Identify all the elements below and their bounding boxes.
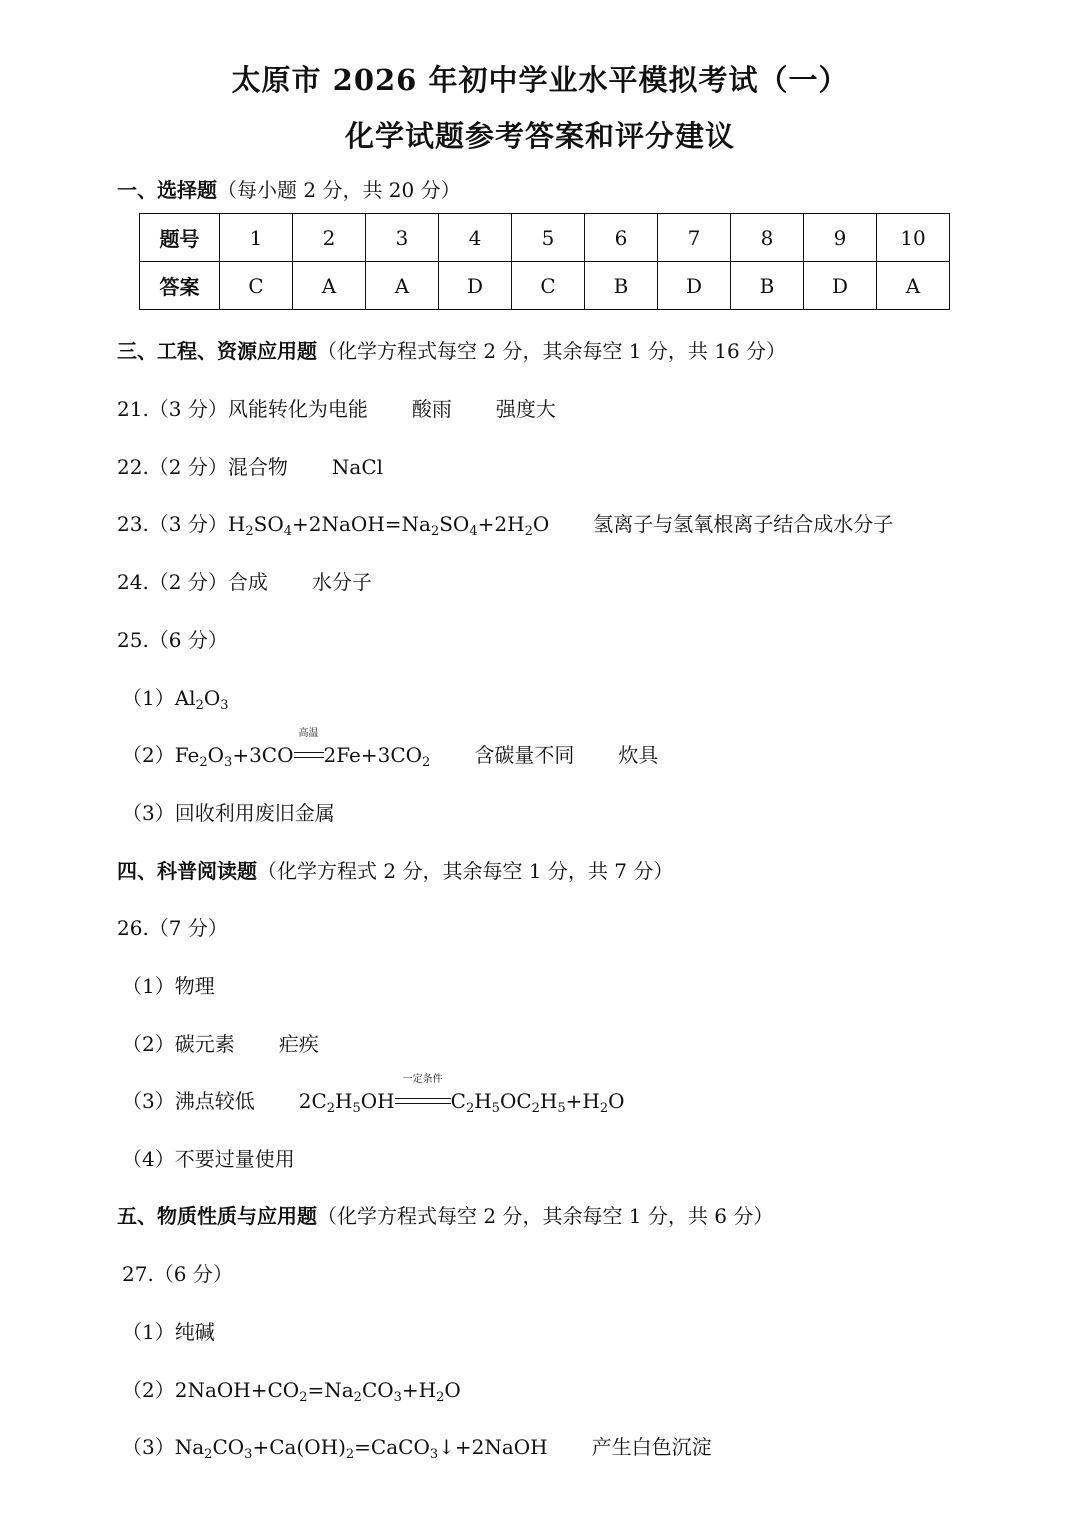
- q23-equation: $H_2SO_4+2NaOH=Na_2SO_4+2H_2O$: [227, 512, 550, 539]
- q23-answer-2: 氢离子与氢氧根离子结合成水分子: [593, 512, 894, 536]
- question-number: 2: [293, 214, 366, 262]
- q25-line: [117, 626, 228, 654]
- section-3-title: 三、工程、资源应用题: [117, 339, 317, 363]
- answer-cell: A: [366, 262, 439, 310]
- section-4-title: 四、科普阅读题: [117, 859, 257, 883]
- q27-part-2-label: （2）: [122, 1378, 175, 1402]
- question-number: 5: [512, 214, 585, 262]
- answer-cell: B: [585, 262, 658, 310]
- question-number: 8: [731, 214, 804, 262]
- reaction-condition-text: 高温: [298, 728, 319, 739]
- section-1-note: （每小题 2 分，共 20 分）: [217, 178, 461, 202]
- section-4-heading: [117, 857, 673, 885]
- q26-part-2-answer-2: 疟疾: [278, 1032, 319, 1056]
- section-3-note: （化学方程式每空 2 分，其余每空 1 分，共 16 分）: [317, 339, 787, 363]
- q23-line: [117, 510, 893, 538]
- q22-answer-2: NaCl: [331, 455, 384, 479]
- section-1-heading: [117, 176, 461, 204]
- answer-cell: B: [731, 262, 804, 310]
- q27-equation-1: $2NaOH+CO_2=Na_2CO_3+H_2O$: [174, 1378, 461, 1405]
- q25-part-1: [122, 684, 229, 712]
- q22-line: [117, 453, 383, 481]
- answer-cell: D: [804, 262, 877, 310]
- reaction-condition: [395, 1074, 451, 1115]
- q26-part-3-answer-1: （3）沸点较低: [122, 1089, 255, 1113]
- answer-cell: C: [220, 262, 293, 310]
- question-number: 1: [220, 214, 293, 262]
- section-4-note: （化学方程式 2 分，其余每空 1 分，共 7 分）: [257, 859, 674, 883]
- q24-line: [117, 568, 372, 596]
- question-number: 3: [366, 214, 439, 262]
- answer-table: [139, 213, 950, 310]
- q27-part-1: （1）纯碱: [122, 1320, 215, 1344]
- row-label-number: 题号: [140, 214, 220, 262]
- question-number: 9: [804, 214, 877, 262]
- section-1-title: 一、选择题: [117, 178, 217, 202]
- q21-answer-1: 风能转化为电能: [227, 397, 368, 421]
- row-label-answer: 答案: [140, 262, 220, 310]
- section-3-heading: [117, 337, 786, 365]
- page-subtitle: 化学试题参考答案和评分建议: [344, 119, 735, 153]
- q25-part-2-answer-2: 含碳量不同: [474, 743, 575, 767]
- q21-answer-3: 强度大: [495, 397, 556, 421]
- q26-part-2-answer-1: （2）碳元素: [122, 1032, 235, 1056]
- q22-answer-1: 混合物: [227, 455, 288, 479]
- answer-cell: C: [512, 262, 585, 310]
- answer-cell: A: [877, 262, 950, 310]
- q26-equation: $2C_2H_5OH$ 一定条件 $C_2H_5OC_2H_5+H_2O$: [298, 1074, 625, 1116]
- answer-table-answer-row: [140, 262, 950, 310]
- q27-part-3: [122, 1433, 712, 1461]
- q25-part-1-answer: $Al_2O_3$: [174, 686, 229, 713]
- q21-number: 21.（3 分）: [117, 397, 228, 421]
- q27-part-2: [122, 1376, 461, 1404]
- q21-line: [117, 395, 556, 423]
- question-number: 6: [585, 214, 658, 262]
- q26-part-1: （1）物理: [122, 974, 215, 998]
- q26-part-3: [122, 1074, 625, 1116]
- q23-number: 23.（3 分）: [117, 512, 228, 536]
- answer-cell: D: [658, 262, 731, 310]
- question-number: 7: [658, 214, 731, 262]
- section-5-heading: [117, 1202, 773, 1230]
- q27-number: 27.（6 分）: [122, 1262, 233, 1286]
- question-number: 4: [439, 214, 512, 262]
- q25-part-2-label: （2）: [122, 743, 175, 767]
- q25-equation: $Fe_2O_3+3CO$ 高温 $2Fe+3CO_2$: [174, 728, 431, 770]
- q26-line: [117, 914, 228, 942]
- answer-cell: D: [439, 262, 512, 310]
- q22-number: 22.（2 分）: [117, 455, 228, 479]
- q25-part-3: （3）回收利用废旧金属: [122, 801, 335, 825]
- answer-table-number-row: [140, 214, 950, 262]
- section-5-note: （化学方程式每空 2 分，其余每空 1 分，共 6 分）: [317, 1204, 774, 1228]
- q24-answer-2: 水分子: [311, 570, 372, 594]
- q27-part-3-answer-2: 产生白色沉淀: [591, 1435, 712, 1459]
- reaction-condition: [294, 728, 324, 769]
- answer-cell: A: [293, 262, 366, 310]
- q21-answer-2: 酸雨: [411, 397, 452, 421]
- q26-part-4: （4）不要过量使用: [122, 1147, 295, 1171]
- q24-number: 24.（2 分）: [117, 570, 228, 594]
- section-5-title: 五、物质性质与应用题: [117, 1204, 317, 1228]
- question-number: 10: [877, 214, 950, 262]
- q25-part-2: [122, 728, 659, 770]
- reaction-condition-text: 一定条件: [402, 1074, 443, 1085]
- q27-line: [122, 1260, 233, 1288]
- q25-part-1-label: （1）: [122, 686, 175, 710]
- page-title: 太原市 2026 年初中学业水平模拟考试（一）: [231, 63, 849, 97]
- q27-part-3-label: （3）: [122, 1435, 175, 1459]
- q26-number: 26.（7 分）: [117, 916, 228, 940]
- q26-part-2: [122, 1030, 319, 1058]
- q25-number: 25.（6 分）: [117, 628, 228, 652]
- q24-answer-1: 合成: [227, 570, 268, 594]
- q25-part-2-answer-3: 炊具: [618, 743, 659, 767]
- q27-equation-2: $Na_2CO_3+Ca(OH)_2=CaCO_3↓+2NaOH$: [174, 1435, 548, 1462]
